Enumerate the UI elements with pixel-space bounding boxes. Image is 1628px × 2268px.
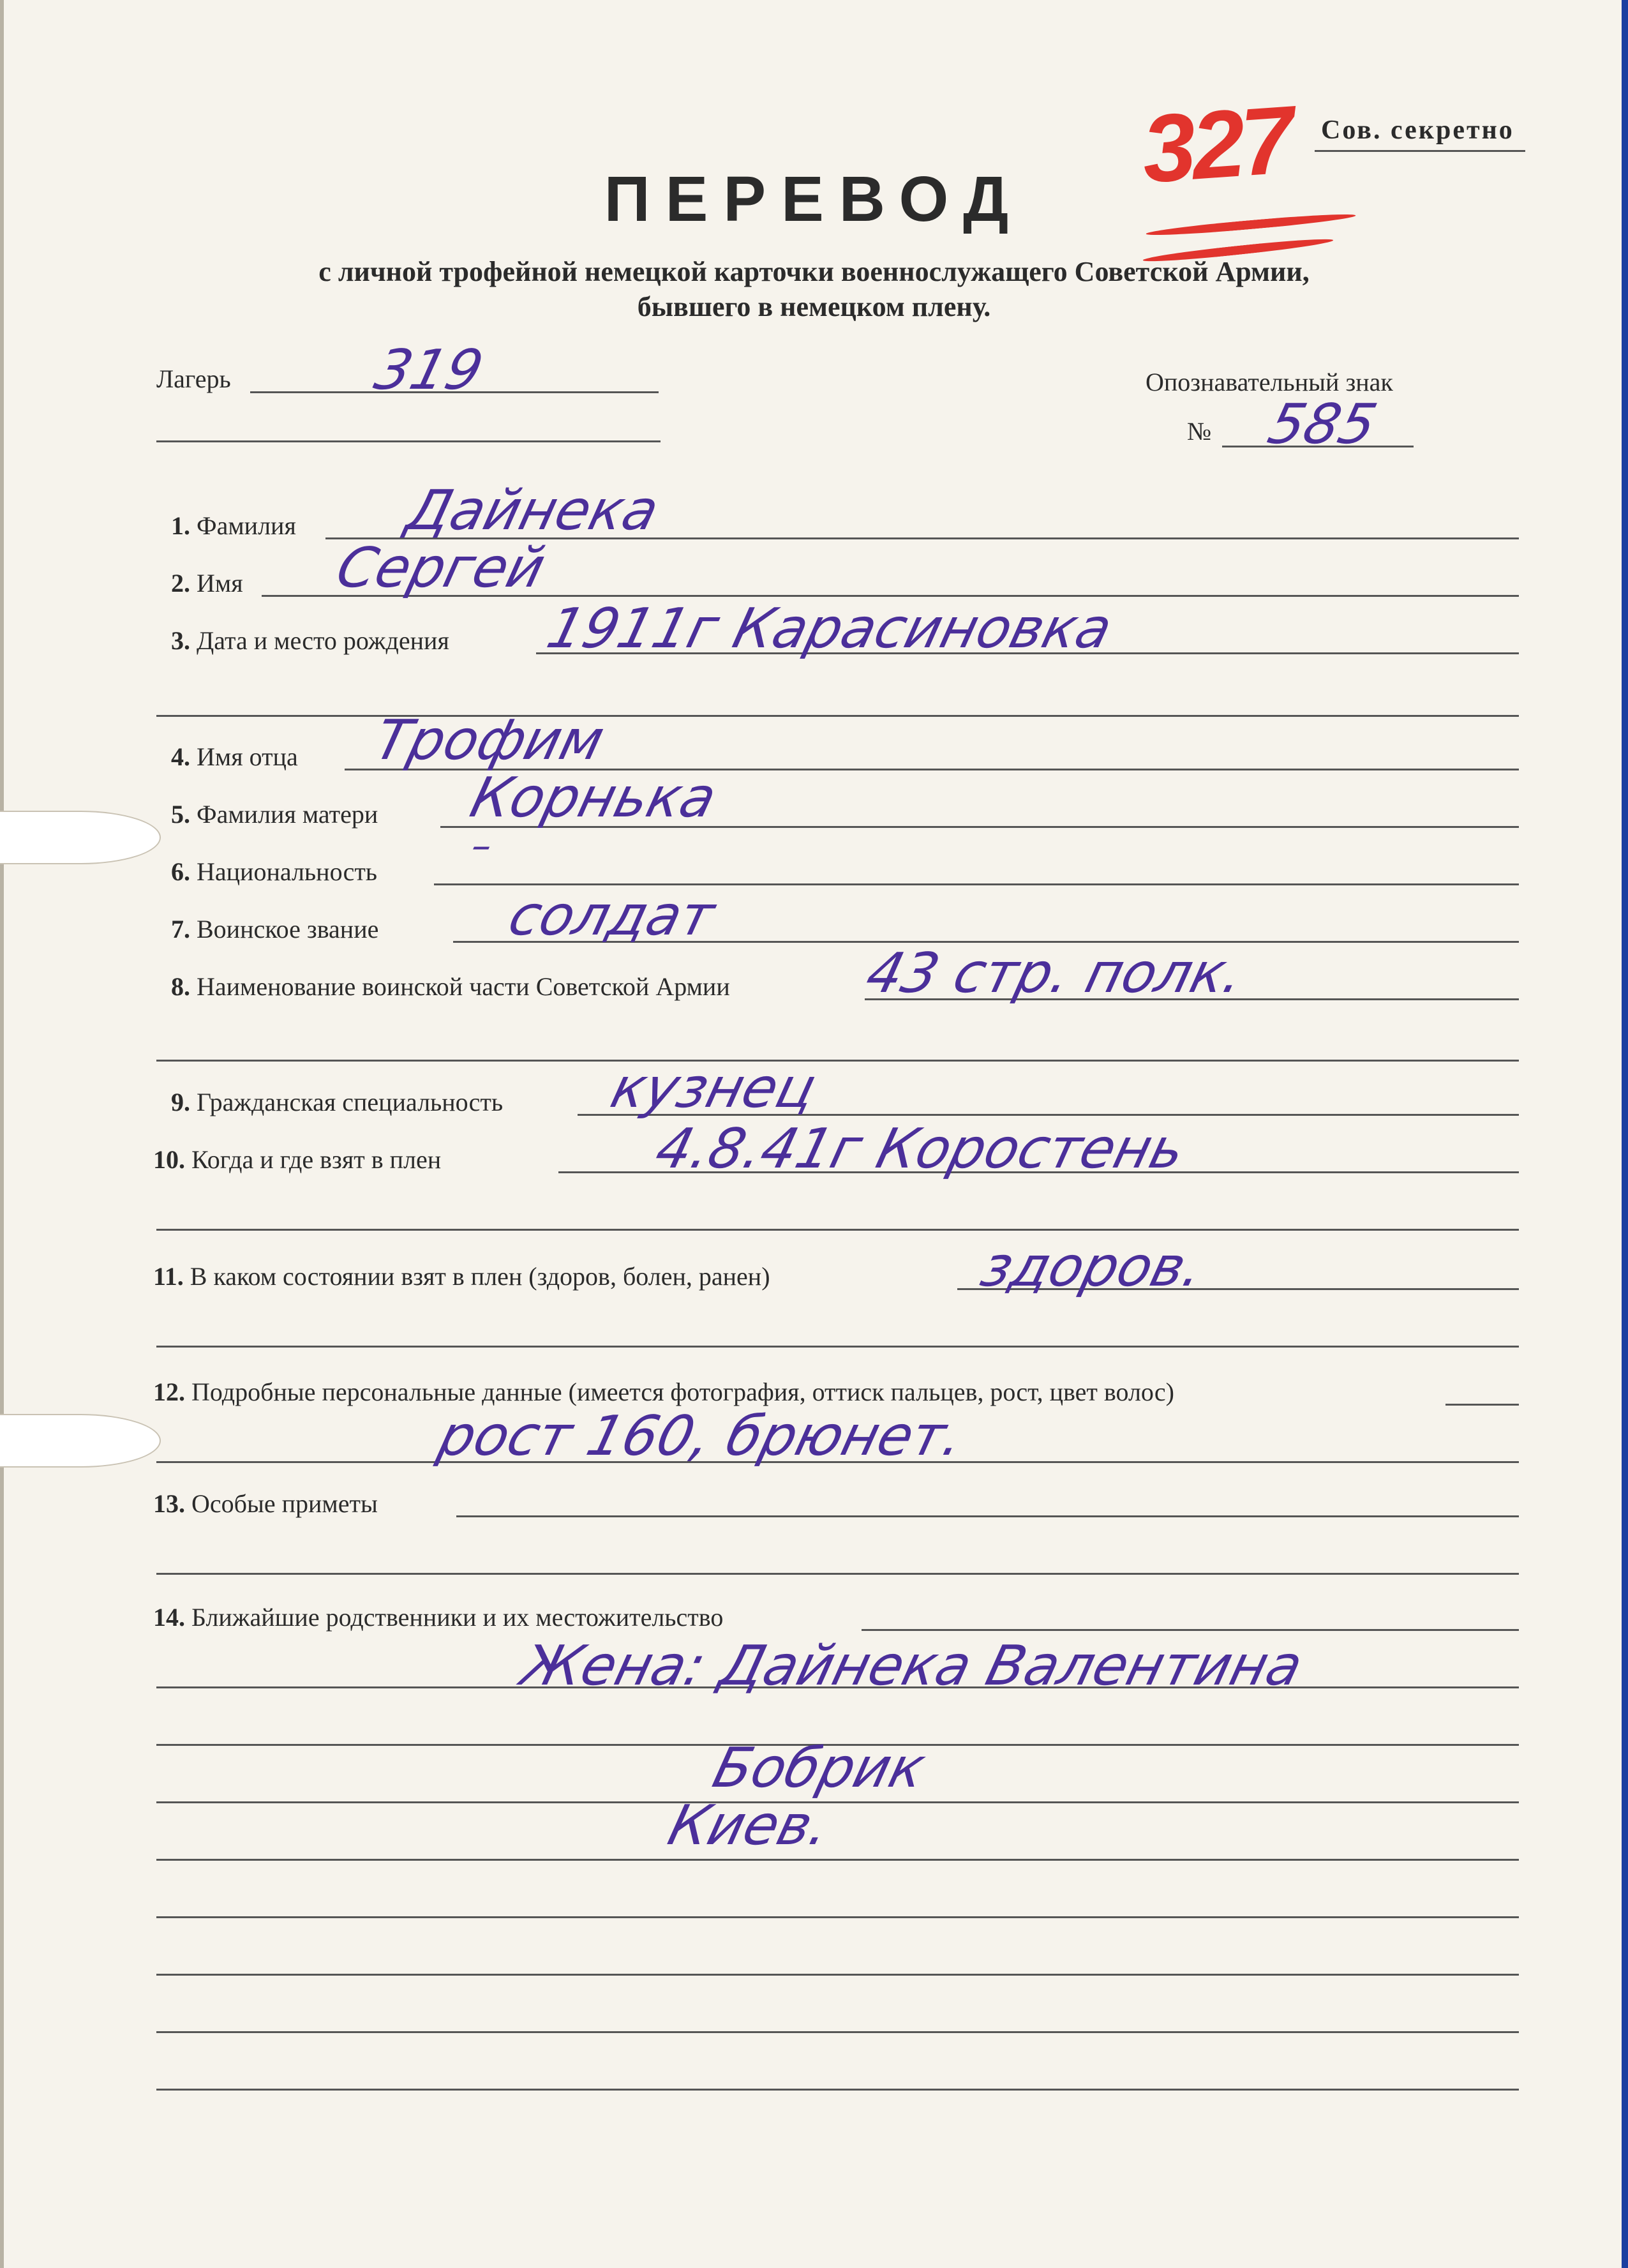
page-edge	[0, 0, 4, 2268]
field-11-line-2	[156, 1346, 1519, 1348]
field-2-value: Сергей	[330, 536, 552, 600]
field-13-line	[456, 1515, 1519, 1517]
field-5-label: 5. Фамилия матери	[171, 800, 378, 829]
relatives-line-7	[156, 2031, 1519, 2033]
classification-underline	[1315, 150, 1525, 152]
field-4-label: 4. Имя отца	[171, 742, 298, 771]
field-6-value: –	[467, 823, 497, 868]
relatives-value-3: Киев.	[662, 1794, 837, 1858]
field-12-label: 12. Подробные персональные данные (имеется фотография, оттиск пальцев, рост, цвет волос)	[153, 1378, 1174, 1406]
field-14-line	[862, 1629, 1519, 1631]
relatives-value-1: Жена: Дайнека Валентина	[515, 1634, 1309, 1698]
field-3-label: 3. Дата и место рождения	[171, 626, 449, 655]
relatives-line-6	[156, 1974, 1519, 1976]
classification-label: Сов. секретно	[1321, 116, 1514, 145]
field-8-label: 8. Наименование воинской части Советской Армии	[171, 972, 730, 1001]
field-11-label: 11. В каком состоянии взят в плен (здоров, болен, ранен)	[153, 1262, 770, 1291]
punch-hole-top	[0, 811, 161, 864]
field-10-value: 4.8.41г Коростень	[649, 1117, 1191, 1181]
field-1-label: 1. Фамилия	[171, 511, 296, 540]
relatives-value-2: Бобрик	[706, 1736, 932, 1800]
field-14-label: 14. Ближайшие родственники и их местожительство	[153, 1603, 724, 1632]
camp-value: 319	[368, 338, 489, 402]
field-7-value: солдат	[502, 884, 721, 948]
id-mark-label: Опознавательный знак	[1146, 368, 1393, 396]
field-10-line-2	[156, 1229, 1519, 1231]
field-4-value: Трофим	[368, 709, 611, 772]
relatives-line-5	[156, 1916, 1519, 1918]
field-8-value: 43 стр. полк.	[860, 942, 1250, 1005]
camp-line-2	[156, 440, 661, 442]
field-9-value: кузнец	[604, 1056, 823, 1120]
field-12-line	[1445, 1404, 1519, 1406]
field-13-line-2	[156, 1573, 1519, 1575]
relatives-line-3	[156, 1801, 1519, 1803]
relatives-line-4	[156, 1859, 1519, 1861]
field-5-value: Корнька	[464, 766, 723, 830]
field-7-label: 7. Воинское звание	[171, 915, 379, 943]
field-1-value: Дайнека	[400, 479, 666, 543]
field-10-label: 10. Когда и где взят в плен	[153, 1145, 442, 1174]
field-6-label: 6. Национальность	[171, 857, 378, 886]
field-9-label: 9. Гражданская специальность	[171, 1088, 504, 1116]
document-title: ПЕРЕВОД	[604, 163, 1024, 235]
relatives-line-8	[156, 2089, 1519, 2091]
field-8-line-2	[156, 1060, 1519, 1062]
id-number-value: 585	[1262, 393, 1383, 456]
field-13-label: 13. Особые приметы	[153, 1489, 378, 1518]
field-2-label: 2. Имя	[171, 569, 243, 597]
subtitle-line-1: с личной трофейной немецкой карточки военнослужащего Советской Армии,	[318, 256, 1310, 287]
id-number-sign: №	[1187, 417, 1212, 446]
camp-label: Лагерь	[156, 364, 231, 393]
field-12-value: рост 160, брюнет.	[432, 1404, 970, 1468]
red-stamp-number: 327	[1139, 86, 1294, 203]
subtitle-line-2: бывшего в немецком плену.	[637, 291, 991, 322]
punch-hole-bottom	[0, 1414, 161, 1468]
field-3-value: 1911г Карасиновка	[541, 597, 1119, 661]
field-11-value: здоров.	[975, 1235, 1210, 1299]
field-3-line-2	[156, 715, 1519, 717]
